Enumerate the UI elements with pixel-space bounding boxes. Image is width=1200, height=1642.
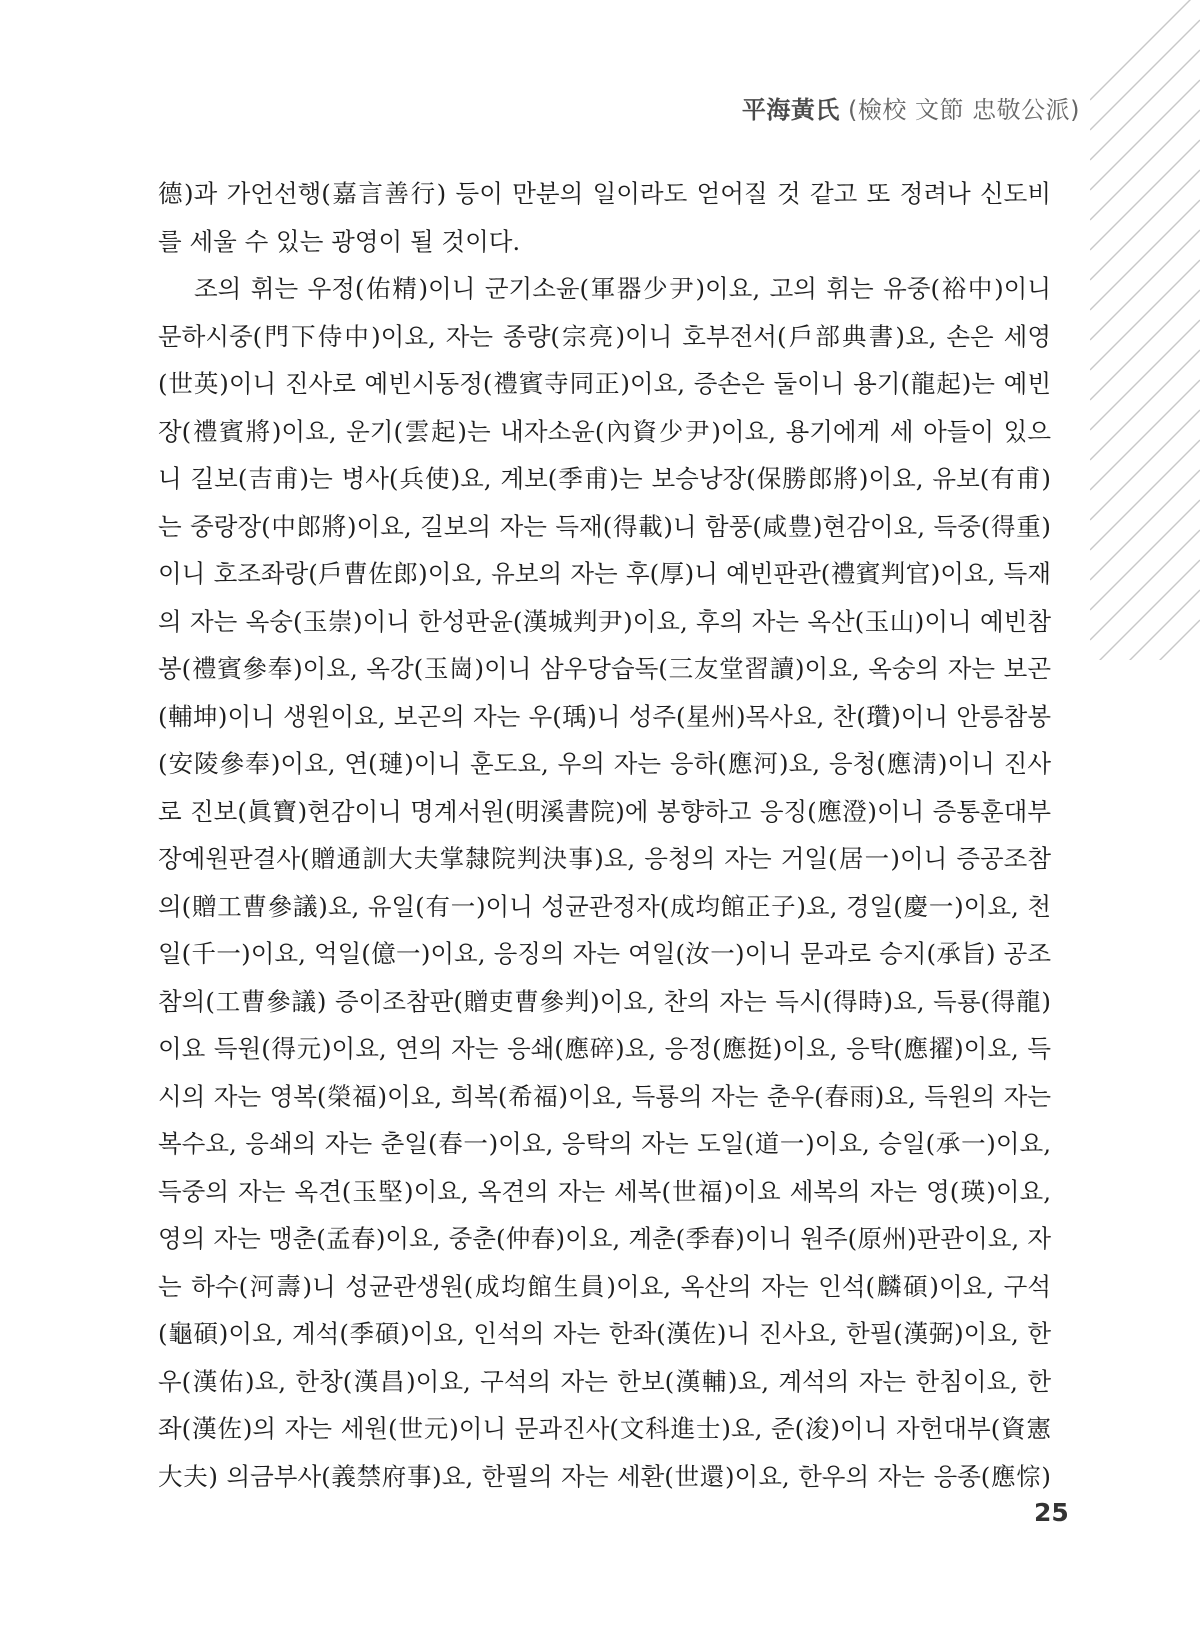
text-line: 장예원판결사(贈通訓大夫掌隸院判決事)요, 응청의 자는 거일(居一)이니 증공조참 — [158, 844, 1051, 873]
decorative-stripes — [1090, 0, 1200, 660]
text-line: 의(贈工曹參議)요, 유일(有一)이니 성균관정자(成均館正子)요, 경일(慶一)이요, 천 — [158, 891, 1051, 921]
text-line: 德)과 가언선행(嘉言善行) 등이 만분의 일이라도 얻어질 것 같고 또 정려나 신도비 — [158, 179, 1051, 208]
header-subtitle: (檢校 文節 忠敬公派) — [839, 96, 1080, 124]
text-line: 장(禮賓將)이요, 운기(雲起)는 내자소윤(內資少尹)이요, 용기에게 세 아들이 있으 — [158, 416, 1051, 446]
text-line: 이니 호조좌랑(戶曹佐郎)이요, 유보의 자는 후(厚)니 예빈판관(禮賓判官)이요, 득재 — [158, 559, 1051, 588]
text-line: 를 세울 수 있는 광영이 될 것이다. — [158, 226, 521, 256]
text-line: 니 길보(吉甫)는 병사(兵使)요, 계보(季甫)는 보승낭장(保勝郎將)이요, 유보(有甫) — [158, 464, 1051, 493]
text-line: 大夫) 의금부사(義禁府事)요, 한필의 자는 세환(世還)이요, 한우의 자는 응종(應悰) — [158, 1461, 1051, 1491]
text-line: 의 자는 옥숭(玉崇)이니 한성판윤(漢城判尹)이요, 후의 자는 옥산(玉山)이니 예빈참 — [158, 606, 1051, 636]
text-line: (龜碩)이요, 계석(季碩)이요, 인석의 자는 한좌(漢佐)니 진사요, 한필(漢弼)이요, 한 — [158, 1319, 1051, 1348]
text-line: 문하시중(門下侍中)이요, 자는 종량(宗亮)이니 호부전서(戶部典書)요, 손은 세영 — [158, 321, 1051, 351]
text-line: 로 진보(眞寶)현감이니 명계서원(明溪書院)에 봉향하고 응징(應澄)이니 증통훈대부 — [158, 796, 1051, 826]
text-line: 영의 자는 맹춘(孟春)이요, 중춘(仲春)이요, 계춘(季春)이니 원주(原州)판관이요, 자 — [158, 1224, 1051, 1253]
page-number: 25 — [1034, 1498, 1069, 1527]
page-body — [158, 170, 1051, 1500]
text-line: (世英)이니 진사로 예빈시동정(禮賓寺同正)이요, 증손은 둘이니 용기(龍起)는 예빈 — [158, 369, 1051, 398]
text-line: 봉(禮賓參奉)이요, 옥강(玉崗)이니 삼우당습독(三友堂習讀)이요, 옥숭의 자는 보곤 — [158, 654, 1051, 683]
running-header — [742, 90, 1080, 125]
text-line: 일(千一)이요, 억일(億一)이요, 응징의 자는 여일(汝一)이니 문과로 승지(承旨) 공조 — [158, 939, 1051, 968]
text-line: (輔坤)이니 생원이요, 보곤의 자는 우(瑀)니 성주(星州)목사요, 찬(瓚)이니 안릉참봉 — [158, 701, 1051, 731]
text-line: 조의 휘는 우정(佑精)이니 군기소윤(軍器少尹)이요, 고의 휘는 유중(裕中)이니 — [194, 274, 1051, 303]
header-title: 平海黃氏 — [741, 96, 840, 124]
text-line: 좌(漢佐)의 자는 세원(世元)이니 문과진사(文科進士)요, 준(浚)이니 자헌대부(資憲 — [158, 1414, 1051, 1443]
text-line: 득중의 자는 옥견(玉堅)이요, 옥견의 자는 세복(世福)이요 세복의 자는 영(瑛)이요, — [158, 1176, 1051, 1206]
text-line: 는 중랑장(中郎將)이요, 길보의 자는 득재(得載)니 함풍(咸豊)현감이요, 득중(得重) — [158, 511, 1051, 541]
text-line: (安陵參奉)이요, 연(璉)이니 훈도요, 우의 자는 응하(應河)요, 응청(應淸)이니 진사 — [158, 749, 1051, 778]
text-line: 시의 자는 영복(榮福)이요, 희복(希福)이요, 득룡의 자는 춘우(春雨)요, 득원의 자는 — [158, 1081, 1051, 1111]
text-line: 이요 득원(得元)이요, 연의 자는 응쇄(應碎)요, 응정(應挺)이요, 응탁(應擢)이요, 득 — [158, 1034, 1051, 1063]
text-line: 복수요, 응쇄의 자는 춘일(春一)이요, 응탁의 자는 도일(道一)이요, 승일(承一)이요, — [158, 1129, 1051, 1158]
text-line: 우(漢佑)요, 한창(漢昌)이요, 구석의 자는 한보(漢輔)요, 계석의 자는 한침이요, 한 — [158, 1366, 1051, 1396]
text-line: 는 하수(河壽)니 성균관생원(成均館生員)이요, 옥산의 자는 인석(麟碩)이요, 구석 — [158, 1271, 1051, 1301]
text-line: 참의(工曹參議) 증이조참판(贈吏曹參判)이요, 찬의 자는 득시(得時)요, 득룡(得龍) — [158, 986, 1051, 1016]
